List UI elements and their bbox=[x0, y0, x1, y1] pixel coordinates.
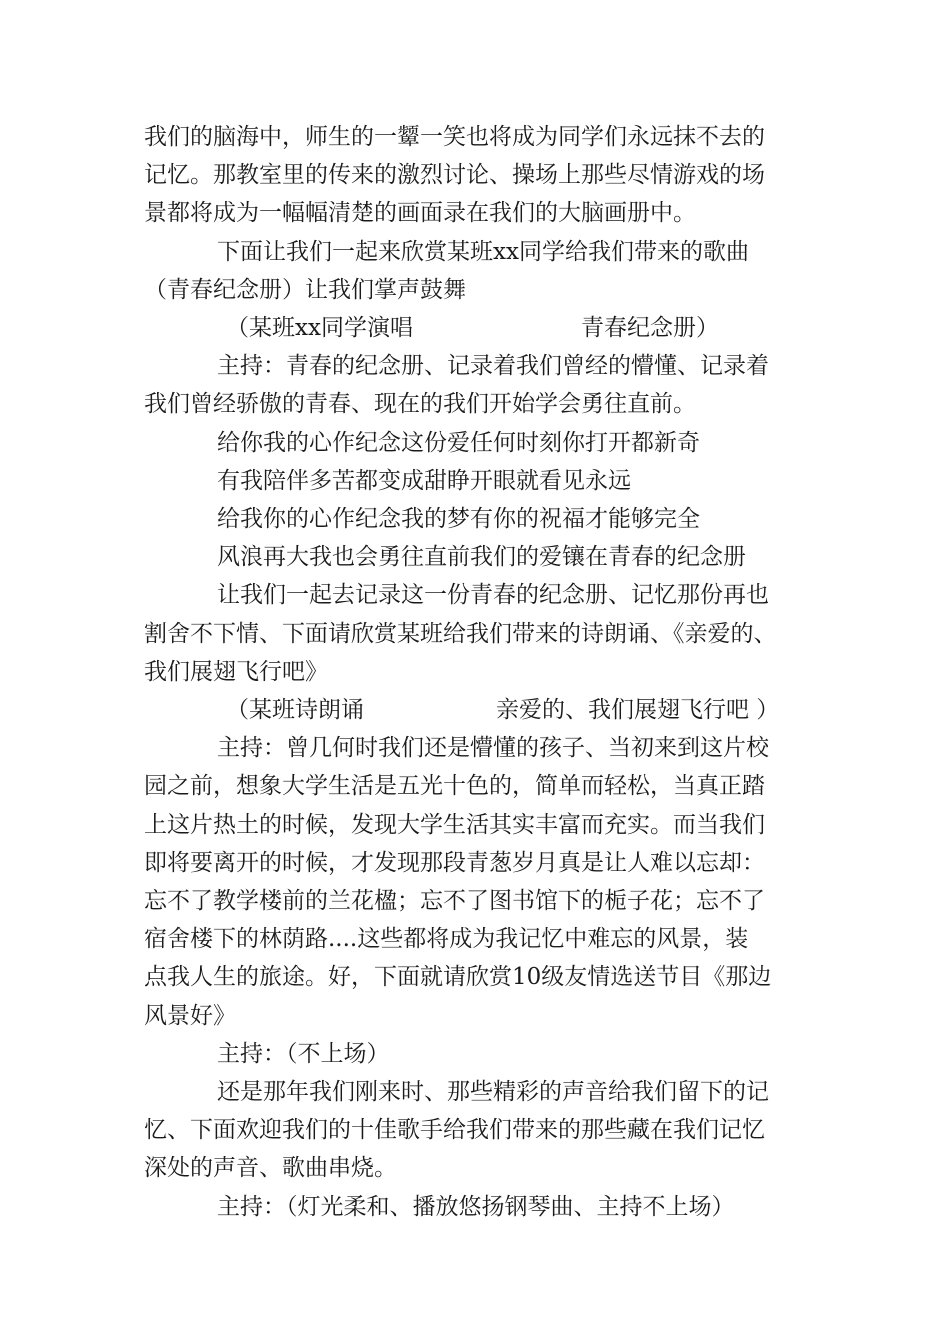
song-intro-line: 下面让我们一起来欣赏某班xx同学给我们带来的歌曲 bbox=[217, 238, 749, 265]
host-song-line: 我们曾经骄傲的青春、现在的我们开始学会勇往直前。 bbox=[144, 391, 696, 418]
host-campus-line: 风景好》 bbox=[144, 1002, 236, 1029]
poem-intro-paragraph bbox=[144, 576, 806, 691]
song-credit bbox=[144, 309, 806, 347]
host-campus-line: 点我人生的旅途。好，下面就请欣赏10级友情选送节目《那边 bbox=[144, 964, 772, 991]
host-song-line: 主持：青春的纪念册、记录着我们曾经的懵懂、记录着 bbox=[217, 353, 769, 380]
song-intro-paragraph bbox=[144, 233, 806, 309]
singer-intro-line: 忆、下面欢迎我们的十佳歌手给我们带来的那些藏在我们记忆 bbox=[144, 1117, 765, 1144]
poem-performer: （某班诗朗诵 bbox=[226, 697, 364, 724]
song-intro-line: （青春纪念册）让我们掌声鼓舞 bbox=[144, 276, 466, 303]
song-title: 青春纪念册） bbox=[580, 315, 719, 342]
intro-line: 记忆。那教室里的传来的激烈讨论、操场上那些尽情游戏的场 bbox=[144, 162, 765, 189]
host-campus-line: 忘不了教学楼前的兰花楹；忘不了图书馆下的栀子花；忘不了 bbox=[144, 888, 765, 915]
host-campus-line: 园之前，想象大学生活是五光十色的，简单而轻松，当真正踏 bbox=[144, 773, 765, 800]
poem-title: 亲爱的、我们展翅飞行吧 ） bbox=[496, 697, 780, 724]
poem-intro-line: 让我们一起去记录这一份青春的纪念册、记忆那份再也 bbox=[217, 582, 769, 609]
host-offstage-line: 主持：（不上场） bbox=[217, 1040, 390, 1067]
host-campus-line: 即将要离开的时候，才发现那段青葱岁月真是让人难以忘却： bbox=[144, 849, 765, 876]
poem-credit bbox=[144, 691, 806, 729]
lyrics-block bbox=[144, 424, 806, 577]
host-campus-line: 宿舍楼下的林荫路....这些都将成为我记忆中难忘的风景，装 bbox=[144, 926, 749, 953]
document-body bbox=[144, 118, 806, 1226]
host-piano-paragraph bbox=[144, 1188, 806, 1226]
host-song-paragraph bbox=[144, 347, 806, 423]
lyric-line: 有我陪伴多苦都变成甜睁开眼就看见永远 bbox=[217, 467, 631, 494]
host-piano-line: 主持：（灯光柔和、播放悠扬钢琴曲、主持不上场） bbox=[217, 1193, 735, 1220]
poem-intro-line: 我们展翅飞行吧》 bbox=[144, 658, 328, 685]
intro-line: 景都将成为一幅幅清楚的画面录在我们的大脑画册中。 bbox=[144, 200, 696, 227]
singer-intro-line: 还是那年我们刚来时、那些精彩的声音给我们留下的记 bbox=[217, 1079, 769, 1106]
spacer bbox=[364, 691, 496, 729]
lyric-line: 给你我的心作纪念这份爱任何时刻你打开都新奇 bbox=[217, 429, 700, 456]
host-offstage-paragraph bbox=[144, 1035, 806, 1073]
poem-intro-line: 割舍不下情、下面请欣赏某班给我们带来的诗朗诵、《亲爱的、 bbox=[144, 620, 777, 647]
host-campus-paragraph bbox=[144, 729, 806, 1035]
lyric-line: 风浪再大我也会勇往直前我们的爱镶在青春的纪念册 bbox=[217, 544, 746, 571]
singer-intro-line: 深处的声音、歌曲串烧。 bbox=[144, 1155, 397, 1182]
spacer bbox=[413, 309, 581, 347]
singer-intro-paragraph bbox=[144, 1073, 806, 1188]
host-campus-line: 主持：曾几何时我们还是懵懂的孩子、当初来到这片校 bbox=[217, 735, 769, 762]
lyric-line: 给我你的心作纪念我的梦有你的祝福才能够完全 bbox=[217, 506, 700, 533]
intro-line: 我们的脑海中，师生的一颦一笑也将成为同学们永远抹不去的 bbox=[144, 124, 765, 150]
song-performer: （某班xx同学演唱 bbox=[226, 315, 413, 342]
host-campus-line: 上这片热土的时候，发现大学生活其实丰富而充实。而当我们 bbox=[144, 811, 765, 838]
intro-paragraph bbox=[144, 118, 806, 233]
